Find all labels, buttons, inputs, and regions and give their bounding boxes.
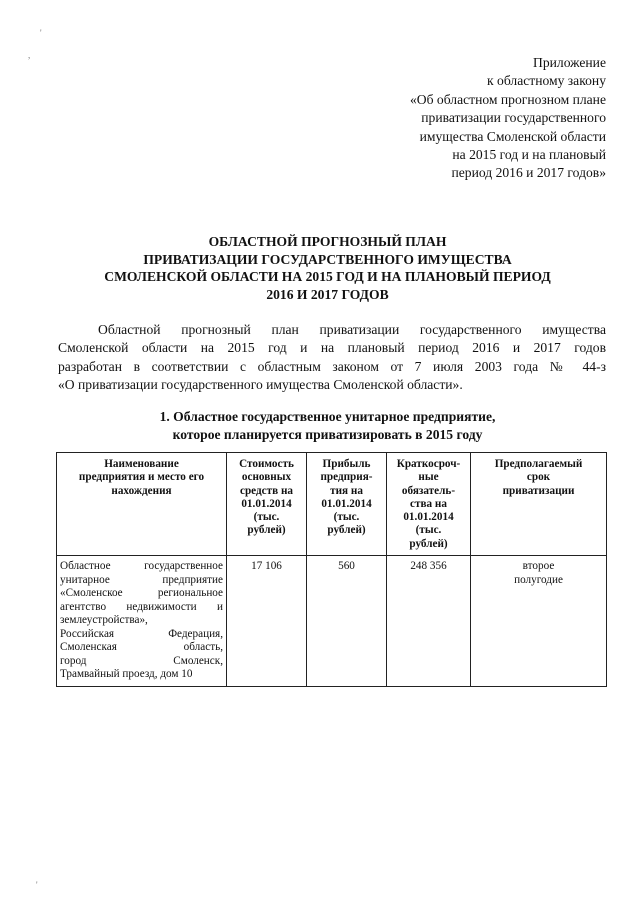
cell-short-term-liabilities: 248 356 xyxy=(387,556,471,687)
appendix-line: имущества Смоленской области xyxy=(419,128,606,144)
title-line: ПРИВАТИЗАЦИИ ГОСУДАРСТВЕННОГО ИМУЩЕСТВА xyxy=(143,251,512,267)
cell-profit: 560 xyxy=(307,556,387,687)
appendix-line: Приложение xyxy=(533,55,606,70)
intro-line: Смоленской области на 2015 год и на плановый период 2016 и 2017 годов xyxy=(58,340,606,356)
privatization-table xyxy=(56,452,607,687)
section-heading xyxy=(40,408,615,444)
section-line: которое планируется приватизировать в 2015 году xyxy=(172,427,483,442)
section-line: 1. Областное государственное унитарное предприятие, xyxy=(159,409,496,424)
cell-enterprise-name: Областное государственное унитарное предприятие «Смоленское региональное агентство недвижимости и землеустройства», Российская Федерация, Смоленская область, город Смоленск, Трамвайный проезд, дом 10 xyxy=(57,556,227,687)
appendix-note xyxy=(410,54,606,183)
intro-paragraph xyxy=(58,321,606,395)
cell-fixed-assets: 17 106 xyxy=(227,556,307,687)
header-enterprise-name: Наименование предприятия и место его нахождения xyxy=(57,453,227,556)
title-line: 2016 И 2017 ГОДОВ xyxy=(266,286,389,302)
intro-line: Областной прогнозный план приватизации государственного имущества xyxy=(98,322,606,337)
header-privatization-term: Предполагаемый срок приватизации xyxy=(471,453,607,556)
table-header-row xyxy=(57,453,607,556)
cell-privatization-term: второе полугодие xyxy=(471,556,607,687)
intro-line: разработан в соответствии с областным законом от 7 июля 2003 года № 44-з xyxy=(58,358,606,374)
title-line: ОБЛАСТНОЙ ПРОГНОЗНЫЙ ПЛАН xyxy=(208,234,447,249)
intro-line: «О приватизации государственного имущества Смоленской области». xyxy=(58,377,463,393)
header-short-term-liabilities: Краткосроч- ные обязатель- ства на 01.01.2014 (тыс. рублей) xyxy=(387,453,471,556)
appendix-line: период 2016 и 2017 годов» xyxy=(451,165,606,181)
header-profit: Прибыль предприя- тия на 01.01.2014 (тыс. рублей) xyxy=(307,453,387,556)
title-line: СМОЛЕНСКОЙ ОБЛАСТИ НА 2015 ГОД И НА ПЛАНОВЫЙ ПЕРИОД xyxy=(104,269,551,285)
appendix-line: к областному закону xyxy=(487,73,606,89)
appendix-line: на 2015 год и на плановый xyxy=(452,147,606,163)
document-title xyxy=(40,233,615,303)
appendix-line: приватизации государственного xyxy=(421,110,606,126)
appendix-line: «Об областном прогнозном плане xyxy=(409,91,606,107)
scan-mark: ' xyxy=(36,880,38,890)
scan-mark: , xyxy=(28,50,31,60)
scan-mark: ' xyxy=(40,28,42,38)
table-row xyxy=(57,556,607,687)
header-fixed-assets: Стоимость основных средств на 01.01.2014 (тыс. рублей) xyxy=(227,453,307,556)
